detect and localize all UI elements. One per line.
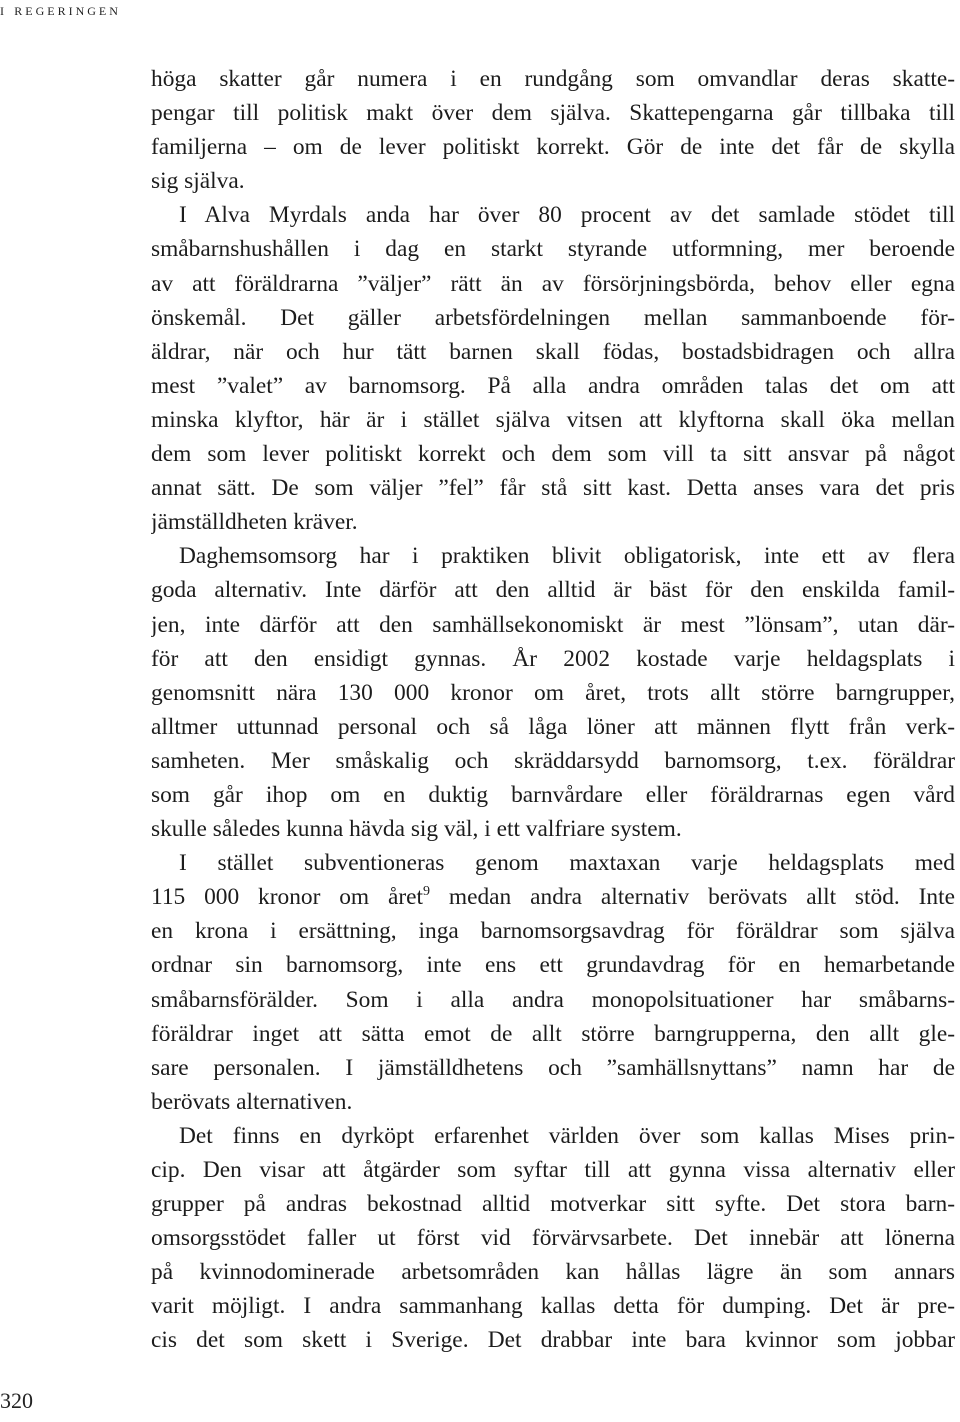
- body-text: [151, 62, 955, 1358]
- text-fragment: 115 000 kronor om året: [151, 884, 424, 911]
- text-line: Daghemsomsorg har i praktiken blivit obligatorisk, inte ett av flera: [179, 543, 955, 570]
- text-line: föräldrar inget att sätta emot de allt större barngrupperna, den allt gle-: [151, 1020, 955, 1047]
- text-line: berövats alternativen.: [151, 1088, 353, 1115]
- page-number: 320: [0, 1388, 33, 1413]
- text-line: skulle således kunna hävda sig väl, i ett valfriare system.: [151, 816, 682, 843]
- text-line: pengar till politisk makt över dem själva. Skattepengarna går tillbaka till: [151, 100, 955, 127]
- text-line: för att den ensidigt gynnas. År 2002 kostade varje heldagsplats i: [151, 645, 955, 672]
- text-line: sig själva.: [151, 168, 245, 195]
- text-line: jämställdheten kräver.: [151, 509, 358, 536]
- text-line: samheten. Mer småskalig och skräddarsydd barnomsorg, t.ex. föräldrar: [151, 747, 955, 774]
- text-line: sare personalen. I jämställdhetens och ”samhällsnyttans” namn har de: [151, 1054, 955, 1081]
- footnote-marker[interactable]: 9: [423, 884, 431, 900]
- text-line: Det finns en dyrköpt erfarenhet världen över som kallas Mises prin-: [179, 1122, 955, 1149]
- text-line: I stället subventioneras genom maxtaxan varje heldagsplats med: [179, 850, 955, 877]
- text-line: grupper på andras bekostnad alltid motverkar sitt syfte. Det stora barn-: [151, 1191, 955, 1218]
- text-line: goda alternativ. Inte därför att den alltid är bäst för den enskilda famil-: [151, 577, 955, 604]
- text-line: på kvinnodominerade arbetsområden kan hållas lägre än som annars: [151, 1259, 955, 1286]
- text-line: småbarnshushållen i dag en starkt styrande utformning, mer beroende: [151, 236, 955, 263]
- text-line: äldrar, när och hur tätt barnen skall födas, bostadsbidragen och allra: [151, 338, 955, 365]
- running-head: i regeringen: [0, 0, 121, 19]
- text-line: höga skatter går numera i en rundgång som omvandlar deras skatte-: [151, 66, 955, 92]
- text-fragment: medan andra alternativ berövats allt stöd. Inte: [430, 884, 955, 911]
- text-line: mest ”valet” av barnomsorg. På alla andra områden talas det om att: [151, 372, 955, 399]
- text-line: omsorgsstödet faller ut först vid förvärvsarbete. Det innebär att lönerna: [151, 1225, 955, 1252]
- text-line: varit möjligt. I andra sammanhang kallas detta för dumping. Det är pre-: [151, 1293, 955, 1320]
- text-line: I Alva Myrdals anda har över 80 procent av det samlade stödet till: [179, 202, 955, 229]
- text-line: önskemål. Det gäller arbetsfördelningen mellan sammanboende för-: [151, 304, 955, 331]
- text-line: cis det som skett i Sverige. Det drabbar inte bara kvinnor som jobbar: [151, 1327, 955, 1354]
- text-line: alltmer uttunnad personal och så låga löner att männen flytt från verk-: [151, 713, 955, 740]
- text-line: genomsnitt nära 130 000 kronor om året, trots allt större barngrupper,: [151, 679, 955, 706]
- text-line: småbarnsförälder. Som i alla andra monopolsituationer har småbarns-: [151, 986, 955, 1013]
- text-line: dem som lever politiskt korrekt och dem som vill ta sitt ansvar på något: [151, 441, 955, 468]
- text-line: som går ihop om en duktig barnvårdare eller föräldrarnas egen vård: [151, 781, 955, 808]
- text-line: en krona i ersättning, inga barnomsorgsavdrag för föräldrar som själva: [151, 918, 955, 945]
- text-line: av att föräldrarna ”väljer” rätt än av försörjningsbörda, behov eller egna: [151, 270, 955, 297]
- text-line: familjerna – om de lever politiskt korrekt. Gör de inte det får de skylla: [151, 134, 955, 161]
- text-line: minska klyftor, här är i stället själva vitsen att klyftorna skall öka mellan: [151, 406, 955, 433]
- text-line: ordnar sin barnomsorg, inte ens ett grundavdrag för en hemarbetande: [151, 952, 955, 979]
- text-line: annat sätt. De som väljer ”fel” får stå sitt kast. Detta anses vara det pris: [151, 475, 955, 502]
- text-line: cip. Den visar att åtgärder som syftar till att gynna vissa alternativ eller: [151, 1157, 955, 1183]
- text-line-with-footnote: [151, 880, 955, 914]
- text-line: jen, inte därför att den samhällsekonomiskt är mest ”lönsam”, utan där-: [151, 611, 955, 638]
